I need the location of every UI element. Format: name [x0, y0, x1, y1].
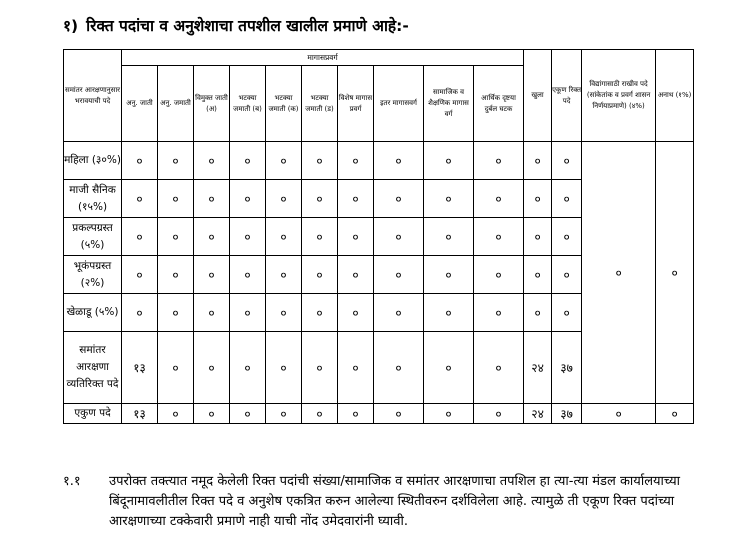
- table-cell: ०: [266, 256, 302, 294]
- col-header-category: आर्थिक दृष्टया दुर्बल घटक: [474, 66, 524, 142]
- col-header-open: खुला: [524, 50, 552, 142]
- table-cell: ०: [266, 294, 302, 332]
- total-cell: ०: [374, 404, 424, 424]
- row-header: समांतर आरक्षणानुसार भरावयाची पदे: [64, 50, 122, 142]
- total-cell: ३७: [552, 404, 582, 424]
- row-label: भूकंपग्रस्त (२%): [64, 256, 122, 294]
- total-cell: ०: [424, 404, 474, 424]
- table-cell: ०: [424, 332, 474, 404]
- table-cell: ०: [552, 218, 582, 256]
- table-cell: ०: [302, 294, 338, 332]
- table-cell: ०: [230, 332, 266, 404]
- col-header-category: विशेष मागास प्रवर्ग: [338, 66, 374, 142]
- table-cell: ०: [424, 256, 474, 294]
- table-cell: ०: [338, 332, 374, 404]
- orphan-merged-cell: ०: [656, 142, 694, 404]
- table-cell: ०: [194, 142, 230, 180]
- table-cell: ०: [374, 256, 424, 294]
- total-cell: ०: [158, 404, 194, 424]
- table-cell: ०: [302, 332, 338, 404]
- table-cell: ०: [158, 294, 194, 332]
- table-cell: ०: [194, 256, 230, 294]
- note-paragraph: [63, 472, 688, 532]
- table-cell: ०: [194, 332, 230, 404]
- table-cell: ०: [158, 256, 194, 294]
- total-cell: ०: [194, 404, 230, 424]
- row-label: समांतर आरक्षणा व्यतिरिक्त पदे: [64, 332, 122, 404]
- table-cell: ०: [230, 218, 266, 256]
- table-cell: ०: [194, 218, 230, 256]
- table-cell: ०: [424, 294, 474, 332]
- table-cell: ०: [524, 256, 552, 294]
- row-label: महिला (३०%): [64, 142, 122, 180]
- col-header-total: एकूण रिक्त पदे: [552, 50, 582, 142]
- table-cell: ०: [230, 142, 266, 180]
- table-cell: ०: [122, 142, 158, 180]
- total-cell: ०: [302, 404, 338, 424]
- total-cell: ०: [338, 404, 374, 424]
- table-cell: ०: [524, 294, 552, 332]
- reservation-table: [63, 49, 694, 424]
- total-cell-students: ०: [582, 404, 656, 424]
- table-cell: ०: [230, 256, 266, 294]
- table-cell: ०: [374, 218, 424, 256]
- col-header-category: इतर मागासवर्ग: [374, 66, 424, 142]
- table-cell: ०: [474, 256, 524, 294]
- table-cell: ०: [302, 218, 338, 256]
- table-cell: ०: [374, 180, 424, 218]
- table-cell: ०: [474, 142, 524, 180]
- table-cell: १३: [122, 332, 158, 404]
- table-cell: ०: [122, 294, 158, 332]
- table-cell: ०: [374, 142, 424, 180]
- table-cell: ०: [194, 294, 230, 332]
- row-label: खेळाडू (५%): [64, 294, 122, 332]
- row-label: प्रकल्पग्रस्त (५%): [64, 218, 122, 256]
- table-cell: ०: [552, 256, 582, 294]
- table-cell: ०: [474, 180, 524, 218]
- total-row-label: एकुण पदे: [64, 404, 122, 424]
- table-cell: ०: [374, 332, 424, 404]
- table-cell: ०: [474, 218, 524, 256]
- table-cell: ०: [158, 180, 194, 218]
- table-cell: ०: [524, 142, 552, 180]
- col-header-category: विमुक्त जाती (अ): [194, 66, 230, 142]
- table-cell: ०: [122, 256, 158, 294]
- table-cell: ०: [374, 294, 424, 332]
- col-header-category: अनु. जाती: [122, 66, 158, 142]
- table-cell: ०: [158, 332, 194, 404]
- total-row: [64, 404, 694, 424]
- table-cell: ०: [424, 180, 474, 218]
- table-cell: ०: [266, 332, 302, 404]
- table-cell: ०: [338, 180, 374, 218]
- table-cell: ०: [338, 218, 374, 256]
- total-cell: ०: [474, 404, 524, 424]
- table-cell: ०: [338, 256, 374, 294]
- total-cell: २४: [524, 404, 552, 424]
- backward-class-group-header: मागासप्रवर्ग: [122, 50, 524, 66]
- total-cell: १३: [122, 404, 158, 424]
- col-header-category: भटक्या जमाती (क): [266, 66, 302, 142]
- table-cell: ०: [474, 332, 524, 404]
- reserved-merged-cell: ०: [582, 142, 656, 404]
- total-cell: ०: [266, 404, 302, 424]
- table-cell: ०: [266, 180, 302, 218]
- table-cell: ०: [338, 294, 374, 332]
- row-label: माजी सैनिक (१५%): [64, 180, 122, 218]
- col-header-category: भटक्या जमाती (ड): [302, 66, 338, 142]
- table-cell: ०: [158, 142, 194, 180]
- table-cell: ०: [474, 294, 524, 332]
- table-cell: ०: [424, 142, 474, 180]
- table-cell: ०: [302, 180, 338, 218]
- table-cell: ०: [524, 180, 552, 218]
- table-cell: ०: [230, 294, 266, 332]
- table-cell: ०: [194, 180, 230, 218]
- table-cell: २४: [524, 332, 552, 404]
- col-header-orphan: अनाथ (१%): [656, 50, 694, 142]
- table-cell: ०: [122, 180, 158, 218]
- table-cell: ०: [338, 142, 374, 180]
- table-cell: ०: [552, 294, 582, 332]
- table-cell: ०: [524, 218, 552, 256]
- table-cell: ०: [122, 218, 158, 256]
- table-cell: ०: [424, 218, 474, 256]
- col-header-category: अनु. जमाती: [158, 66, 194, 142]
- table-cell: ०: [552, 142, 582, 180]
- table-row: [64, 142, 694, 180]
- total-cell-orphan: ०: [656, 404, 694, 424]
- table-cell: ०: [302, 142, 338, 180]
- note-number: १.१: [63, 474, 81, 489]
- table-cell: ३७: [552, 332, 582, 404]
- section-number: १): [63, 17, 79, 35]
- table-cell: ०: [266, 142, 302, 180]
- table-cell: ०: [158, 218, 194, 256]
- table-cell: ०: [552, 180, 582, 218]
- table-cell: ०: [230, 180, 266, 218]
- col-header-category: भटक्या जमाती (ब): [230, 66, 266, 142]
- col-header-reserved: विद्यांगासाठी राखीव पदे (सांकेतांक व प्रवर्ग शासन निर्णयाप्रमाणे) (४%): [582, 50, 656, 142]
- table-cell: ०: [302, 256, 338, 294]
- col-header-category: सामाजिक व शैक्षणिक मागास वर्ग: [424, 66, 474, 142]
- table-cell: ०: [266, 218, 302, 256]
- section-heading: [63, 14, 409, 36]
- note-text: उपरोक्त तक्त्यात नमूद केलेली रिक्त पदांची संख्या/सामाजिक व समांतर आरक्षणाचा तपशिल हा त्या-त्या मंडल कार्यालयाच्या बिंदूनामावलीतील रिक्त पदे व अनुशेष एकत्रित करुन आलेल्या स्थितीवरुन दर्शविलेला आहे. त्यामुळे ती एकूण रिक्त पदांच्या आरक्षणाच्या टक्केवारी प्रमाणे नाही याची नोंद उमेदवारांनी घ्यावी.: [109, 474, 680, 529]
- total-cell: ०: [230, 404, 266, 424]
- section-title: रिक्त पदांचा व अनुशेशाचा तपशील खालील प्रमाणे आहे:-: [86, 17, 409, 35]
